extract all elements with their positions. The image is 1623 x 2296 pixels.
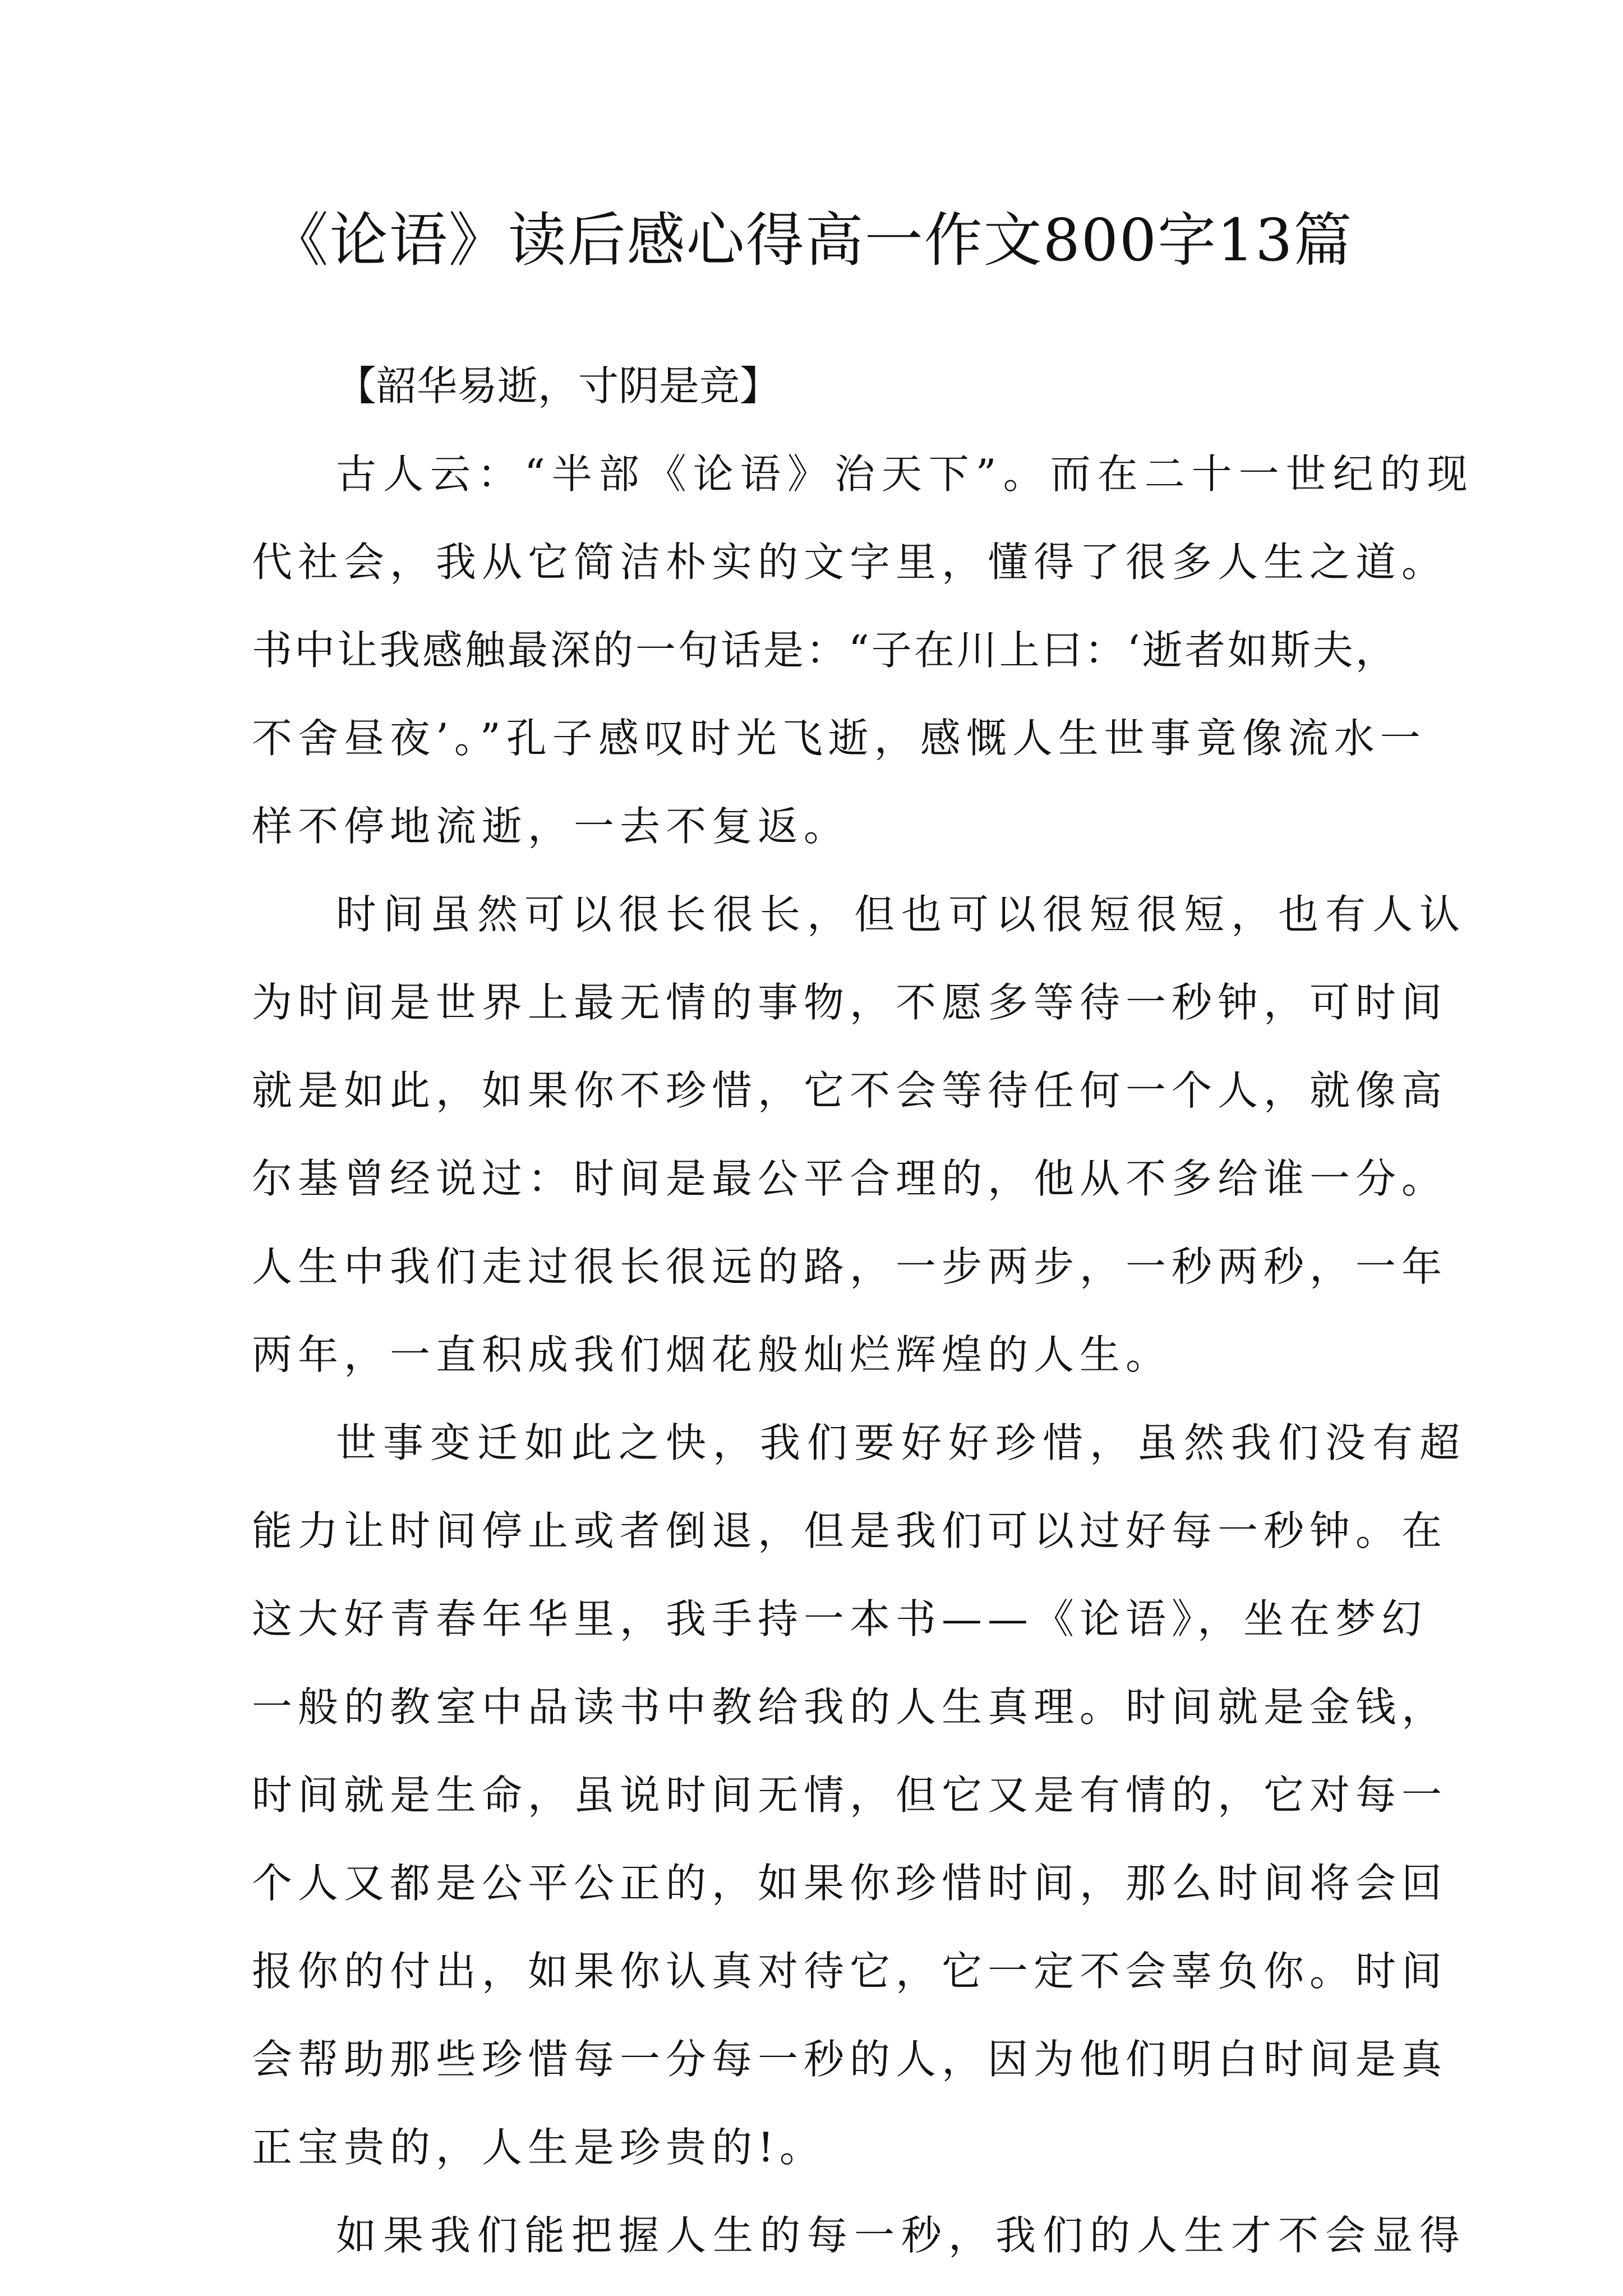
paragraph-line: 这大好青春年华里，我手持一本书——《论语》，坐在梦幻 [252,1595,1428,1642]
paragraph-line: 一般的教室中品读书中教给我的人生真理。时间就是金钱， [252,1683,1448,1731]
paragraph-line: 为时间是世界上最无情的事物，不愿多等待一秒钟，可时间 [252,979,1448,1026]
paragraph-line: 人生中我们走过很长很远的路，一步两步，一秒两秒，一年 [252,1243,1448,1290]
paragraph-line: 时间就是生命，虽说时间无情，但它又是有情的，它对每一 [252,1772,1448,1819]
paragraph-line: 报你的付出，如果你认真对待它，它一定不会辜负你。时间 [252,1948,1448,1995]
paragraph-line: 世事变迁如此之快，我们要好好珍惜，虽然我们没有超 [336,1419,1467,1466]
paragraph-line: 不舍昼夜’。”孔子感叹时光飞逝，感慨人生世事竟像流水一 [252,715,1426,762]
paragraph-line: 书中让我感触最深的一句话是：“子在川上曰：‘逝者如斯夫， [252,627,1398,674]
paragraph-line: 时间虽然可以很长很长，但也可以很短很短，也有人认 [336,891,1467,938]
paragraph-line: 两年，一直积成我们烟花般灿烂辉煌的人生。 [252,1331,1172,1378]
document-title: 《论语》读后感心得高一作文800字13篇 [270,206,1353,274]
paragraph-line: 代社会，我从它简洁朴实的文字里，懂得了很多人生之道。 [252,539,1448,586]
paragraph-line: 就是如此，如果你不珍惜，它不会等待任何一个人，就像高 [252,1067,1448,1114]
paragraph-line: 个人又都是公平公正的，如果你珍惜时间，那么时间将会回 [252,1860,1448,1907]
paragraph-line: 【韶华易逝，寸阴是竞】 [336,362,781,409]
paragraph-line: 正宝贵的，人生是珍贵的!。 [252,2124,826,2171]
paragraph-line: 尔基曾经说过：时间是最公平合理的，他从不多给谁一分。 [252,1155,1448,1202]
paragraph-line: 能力让时间停止或者倒退，但是我们可以过好每一秒钟。在 [252,1507,1448,1554]
paragraph-line: 如果我们能把握人生的每一秒，我们的人生才不会显得 [336,2212,1467,2259]
paragraph-line: 会帮助那些珍惜每一分每一秒的人，因为他们明白时间是真 [252,2036,1448,2083]
paragraph-line: 样不停地流逝，一去不复返。 [252,803,850,850]
paragraph-line: 古人云：“半部《论语》治天下”。而在二十一世纪的现 [336,450,1474,498]
